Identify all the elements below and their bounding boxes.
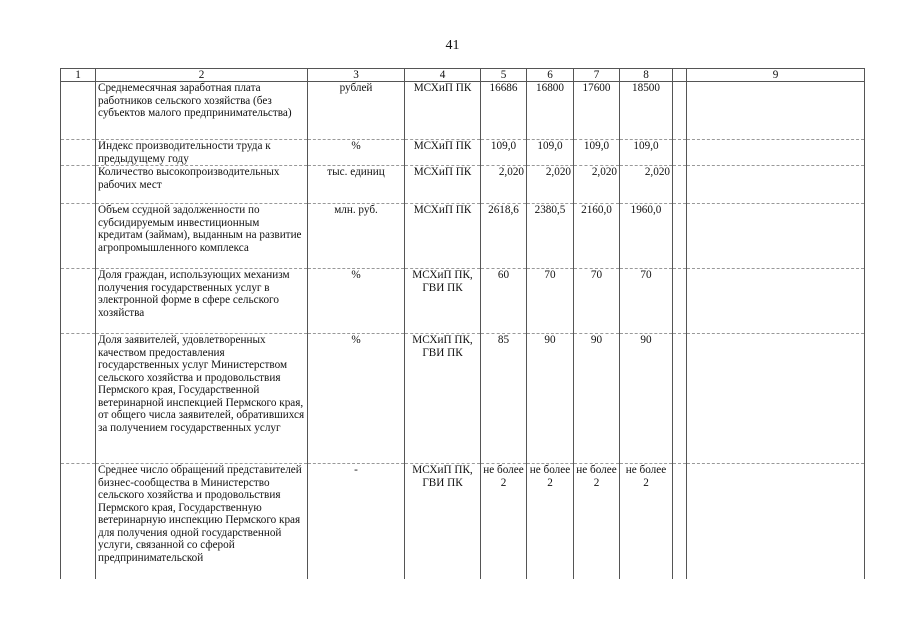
row-index-cell	[61, 204, 96, 269]
value-cell-5: 2618,6	[481, 204, 527, 269]
gap-cell	[673, 204, 687, 269]
value-cell-7: 2,020	[574, 166, 620, 204]
page-number: 41	[445, 38, 460, 53]
value-cell-6: не более 2	[527, 464, 574, 579]
notes-cell	[687, 166, 865, 204]
indicator-name-cell: Среднее число обращений представителей бизнес-сообщества в Министерство сельского хозяйства и продовольствия Пермского края, Государственную ветеринарную инспекцию Пермского края для получения одной государственной услуги, связанной со сферой предпринимательской	[96, 464, 308, 579]
header-cell-9: 9	[687, 69, 865, 82]
organization-cell: МСХиП ПК, ГВИ ПК	[405, 269, 481, 334]
notes-cell	[687, 464, 865, 579]
unit-cell: %	[308, 269, 405, 334]
organization-cell: МСХиП ПК, ГВИ ПК	[405, 334, 481, 464]
unit-cell: тыс. единиц	[308, 166, 405, 204]
value-cell-6: 90	[527, 334, 574, 464]
value-cell-6: 70	[527, 269, 574, 334]
value-cell-8: не более 2	[620, 464, 673, 579]
organization-cell: МСХиП ПК	[405, 166, 481, 204]
header-cell-4: 4	[405, 69, 481, 82]
table-row	[61, 140, 865, 166]
value-cell-5: 85	[481, 334, 527, 464]
unit-cell: рублей	[308, 82, 405, 140]
gap-cell	[673, 269, 687, 334]
unit-cell: %	[308, 334, 405, 464]
value-cell-6: 2380,5	[527, 204, 574, 269]
value-cell-5: 60	[481, 269, 527, 334]
gap-cell	[673, 464, 687, 579]
header-cell-5: 5	[481, 69, 527, 82]
gap-cell	[673, 334, 687, 464]
value-cell-6: 16800	[527, 82, 574, 140]
indicators-table	[60, 68, 865, 579]
table-body	[61, 69, 865, 579]
header-gap	[673, 69, 687, 82]
value-cell-6: 109,0	[527, 140, 574, 166]
value-cell-5: не более 2	[481, 464, 527, 579]
value-cell-7: 2160,0	[574, 204, 620, 269]
unit-cell: %	[308, 140, 405, 166]
row-index-cell	[61, 82, 96, 140]
gap-cell	[673, 82, 687, 140]
header-cell-6: 6	[527, 69, 574, 82]
value-cell-8: 109,0	[620, 140, 673, 166]
notes-cell	[687, 334, 865, 464]
header-row	[61, 69, 865, 82]
table-row	[61, 464, 865, 579]
value-cell-5: 16686	[481, 82, 527, 140]
notes-cell	[687, 204, 865, 269]
value-cell-7: не более 2	[574, 464, 620, 579]
table-row	[61, 204, 865, 269]
value-cell-5: 109,0	[481, 140, 527, 166]
table-row	[61, 166, 865, 204]
header-cell-3: 3	[308, 69, 405, 82]
table-row	[61, 82, 865, 140]
organization-cell: МСХиП ПК	[405, 140, 481, 166]
indicator-name-cell: Доля граждан, использующих механизм получения государственных услуг в электронной форме в сфере сельского хозяйства	[96, 269, 308, 334]
gap-cell	[673, 140, 687, 166]
row-index-cell	[61, 166, 96, 204]
value-cell-7: 17600	[574, 82, 620, 140]
value-cell-8: 2,020	[620, 166, 673, 204]
indicator-name-cell: Доля заявителей, удовлетворенных качеством предоставления государственных услуг Министерством сельского хозяйства и продовольствия Пермского края, Государственной ветеринарной инспекцией Пермского края, от общего числа заявителей, обратившихся за получением государственных услуг	[96, 334, 308, 464]
row-index-cell	[61, 334, 96, 464]
value-cell-7: 90	[574, 334, 620, 464]
indicator-name-cell: Количество высокопроизводительных рабочих мест	[96, 166, 308, 204]
gap-cell	[673, 166, 687, 204]
header-cell-7: 7	[574, 69, 620, 82]
organization-cell: МСХиП ПК	[405, 82, 481, 140]
value-cell-8: 70	[620, 269, 673, 334]
organization-cell: МСХиП ПК, ГВИ ПК	[405, 464, 481, 579]
row-index-cell	[61, 269, 96, 334]
indicator-name-cell: Среднемесячная заработная плата работников сельского хозяйства (без субъектов малого предпринимательства)	[96, 82, 308, 140]
value-cell-8: 90	[620, 334, 673, 464]
indicator-name-cell: Индекс производительности труда к предыдущему году	[96, 140, 308, 166]
indicator-name-cell: Объем ссудной задолженности по субсидируемым инвестиционным кредитам (займам), выданным на развитие агропромышленного комплекса	[96, 204, 308, 269]
value-cell-6: 2,020	[527, 166, 574, 204]
value-cell-7: 109,0	[574, 140, 620, 166]
header-cell-2: 2	[96, 69, 308, 82]
value-cell-7: 70	[574, 269, 620, 334]
organization-cell: МСХиП ПК	[405, 204, 481, 269]
notes-cell	[687, 82, 865, 140]
value-cell-5: 2,020	[481, 166, 527, 204]
table-row	[61, 269, 865, 334]
header-cell-1: 1	[61, 69, 96, 82]
header-cell-8: 8	[620, 69, 673, 82]
table-row	[61, 334, 865, 464]
notes-cell	[687, 269, 865, 334]
row-index-cell	[61, 464, 96, 579]
unit-cell: -	[308, 464, 405, 579]
row-index-cell	[61, 140, 96, 166]
value-cell-8: 18500	[620, 82, 673, 140]
value-cell-8: 1960,0	[620, 204, 673, 269]
unit-cell: млн. руб.	[308, 204, 405, 269]
notes-cell	[687, 140, 865, 166]
